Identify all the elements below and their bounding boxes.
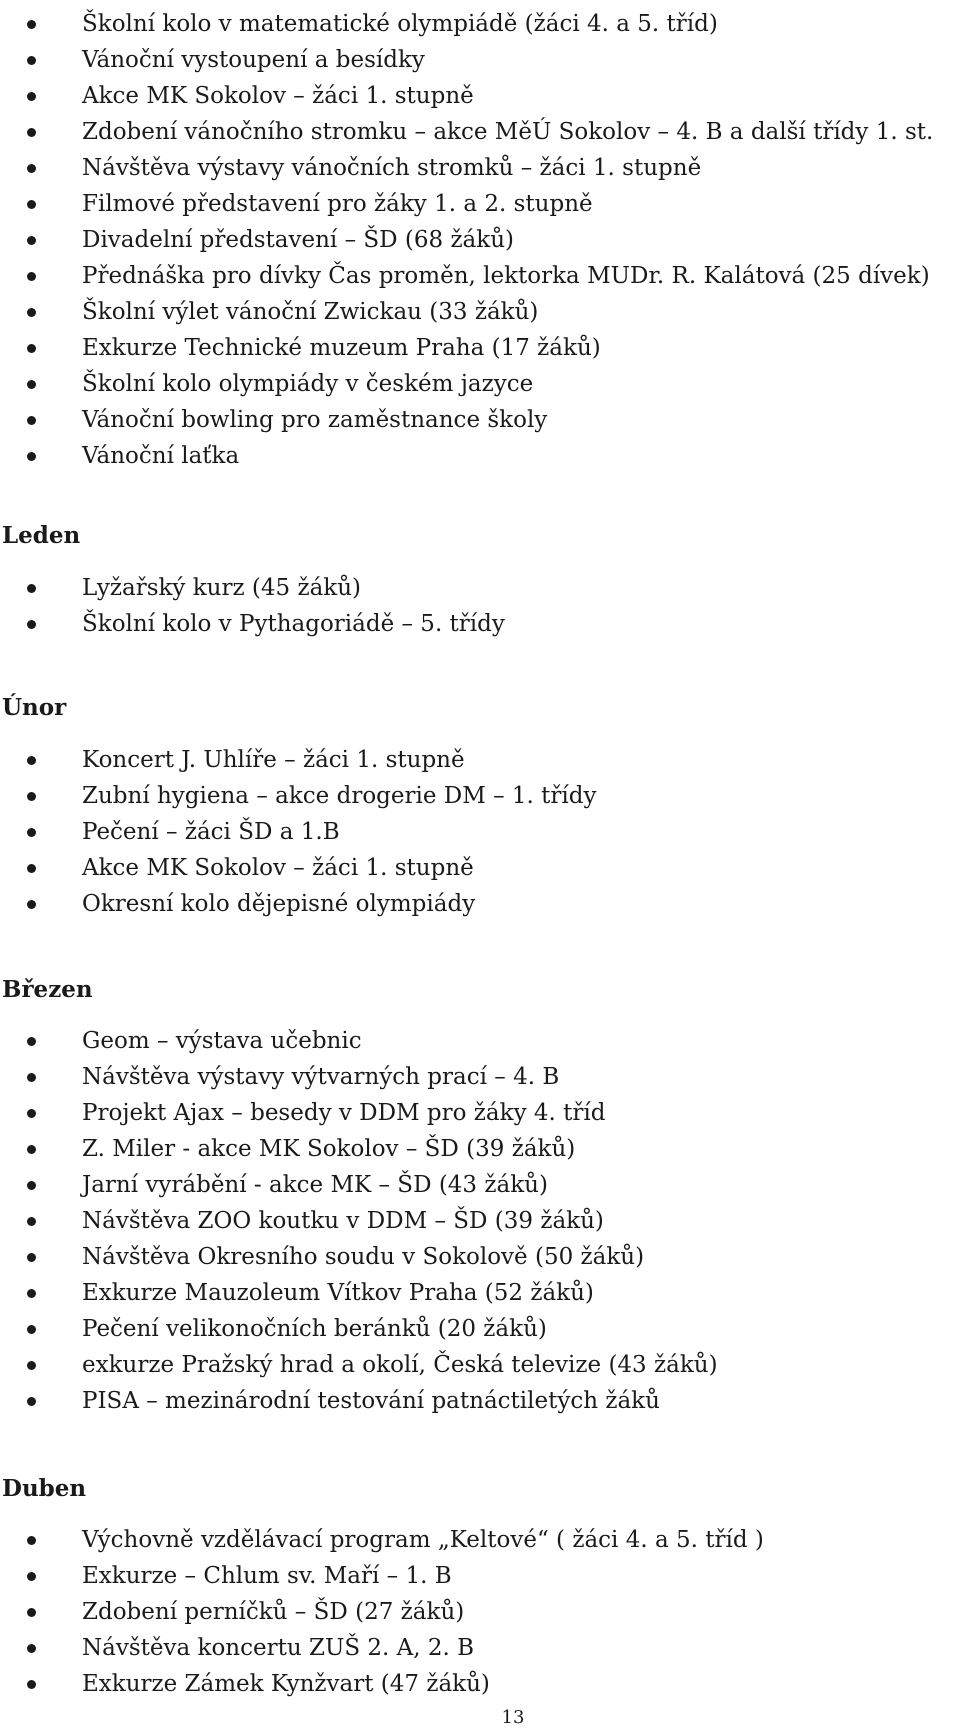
list-item: Školní výlet vánoční Zwickau (33 žáků) (0, 294, 960, 330)
section-heading-leden: Leden (2, 522, 81, 549)
list-item: exkurze Pražský hrad a okolí, Česká televize (43 žáků) (0, 1347, 960, 1383)
list-item: Zdobení perníčků – ŠD (27 žáků) (0, 1594, 960, 1630)
list-item: Pečení – žáci ŠD a 1.B (0, 814, 960, 850)
list-item: Návštěva koncertu ZUŠ 2. A, 2. B (0, 1630, 960, 1666)
list-item: Divadelní představení – ŠD (68 žáků) (0, 222, 960, 258)
section-heading-brezen: Březen (2, 976, 93, 1003)
list-item: Z. Miler - akce MK Sokolov – ŠD (39 žáků) (0, 1131, 960, 1167)
list-item: Jarní vyrábění - akce MK – ŠD (43 žáků) (0, 1167, 960, 1203)
list-item: Vánoční laťka (0, 438, 960, 474)
list-item: PISA – mezinárodní testování patnáctiletých žáků (0, 1383, 960, 1419)
list-item: Vánoční bowling pro zaměstnance školy (0, 402, 960, 438)
list-item: Školní kolo v matematické olympiádě (žáci 4. a 5. tříd) (0, 6, 960, 42)
list-item: Exkurze Technické muzeum Praha (17 žáků) (0, 330, 960, 366)
leden-activities-list (0, 570, 960, 642)
list-item: Koncert J. Uhlíře – žáci 1. stupně (0, 742, 960, 778)
list-item: Školní kolo olympiády v českém jazyce (0, 366, 960, 402)
list-item: Exkurze – Chlum sv. Maří – 1. B (0, 1558, 960, 1594)
list-item: Přednáška pro dívky Čas proměn, lektorka MUDr. R. Kalátová (25 dívek) (0, 258, 960, 294)
list-item: Projekt Ajax – besedy v DDM pro žáky 4. tříd (0, 1095, 960, 1131)
list-item: Zubní hygiena – akce drogerie DM – 1. třídy (0, 778, 960, 814)
list-item: Vánoční vystoupení a besídky (0, 42, 960, 78)
list-item: Návštěva výstavy vánočních stromků – žáci 1. stupně (0, 150, 960, 186)
list-item: Exkurze Mauzoleum Vítkov Praha (52 žáků) (0, 1275, 960, 1311)
unor-activities-list (0, 742, 960, 922)
section-heading-duben: Duben (2, 1475, 87, 1502)
page-number: 13 (501, 1707, 525, 1728)
list-item: Akce MK Sokolov – žáci 1. stupně (0, 78, 960, 114)
list-item: Pečení velikonočních beránků (20 žáků) (0, 1311, 960, 1347)
list-item: Návštěva výstavy výtvarných prací – 4. B (0, 1059, 960, 1095)
list-item: Návštěva ZOO koutku v DDM – ŠD (39 žáků) (0, 1203, 960, 1239)
december-activities-list (0, 6, 960, 474)
brezen-activities-list (0, 1023, 960, 1419)
list-item: Filmové představení pro žáky 1. a 2. stupně (0, 186, 960, 222)
list-item: Návštěva Okresního soudu v Sokolově (50 žáků) (0, 1239, 960, 1275)
list-item: Školní kolo v Pythagoriádě – 5. třídy (0, 606, 960, 642)
list-item: Výchovně vzdělávací program „Keltové“ ( žáci 4. a 5. tříd ) (0, 1522, 960, 1558)
list-item: Geom – výstava učebnic (0, 1023, 960, 1059)
list-item: Okresní kolo dějepisné olympiády (0, 886, 960, 922)
section-heading-unor: Únor (2, 694, 67, 721)
list-item: Akce MK Sokolov – žáci 1. stupně (0, 850, 960, 886)
list-item: Lyžařský kurz (45 žáků) (0, 570, 960, 606)
duben-activities-list (0, 1522, 960, 1702)
list-item: Zdobení vánočního stromku – akce MěÚ Sokolov – 4. B a další třídy 1. st. (0, 114, 960, 150)
list-item: Exkurze Zámek Kynžvart (47 žáků) (0, 1666, 960, 1702)
